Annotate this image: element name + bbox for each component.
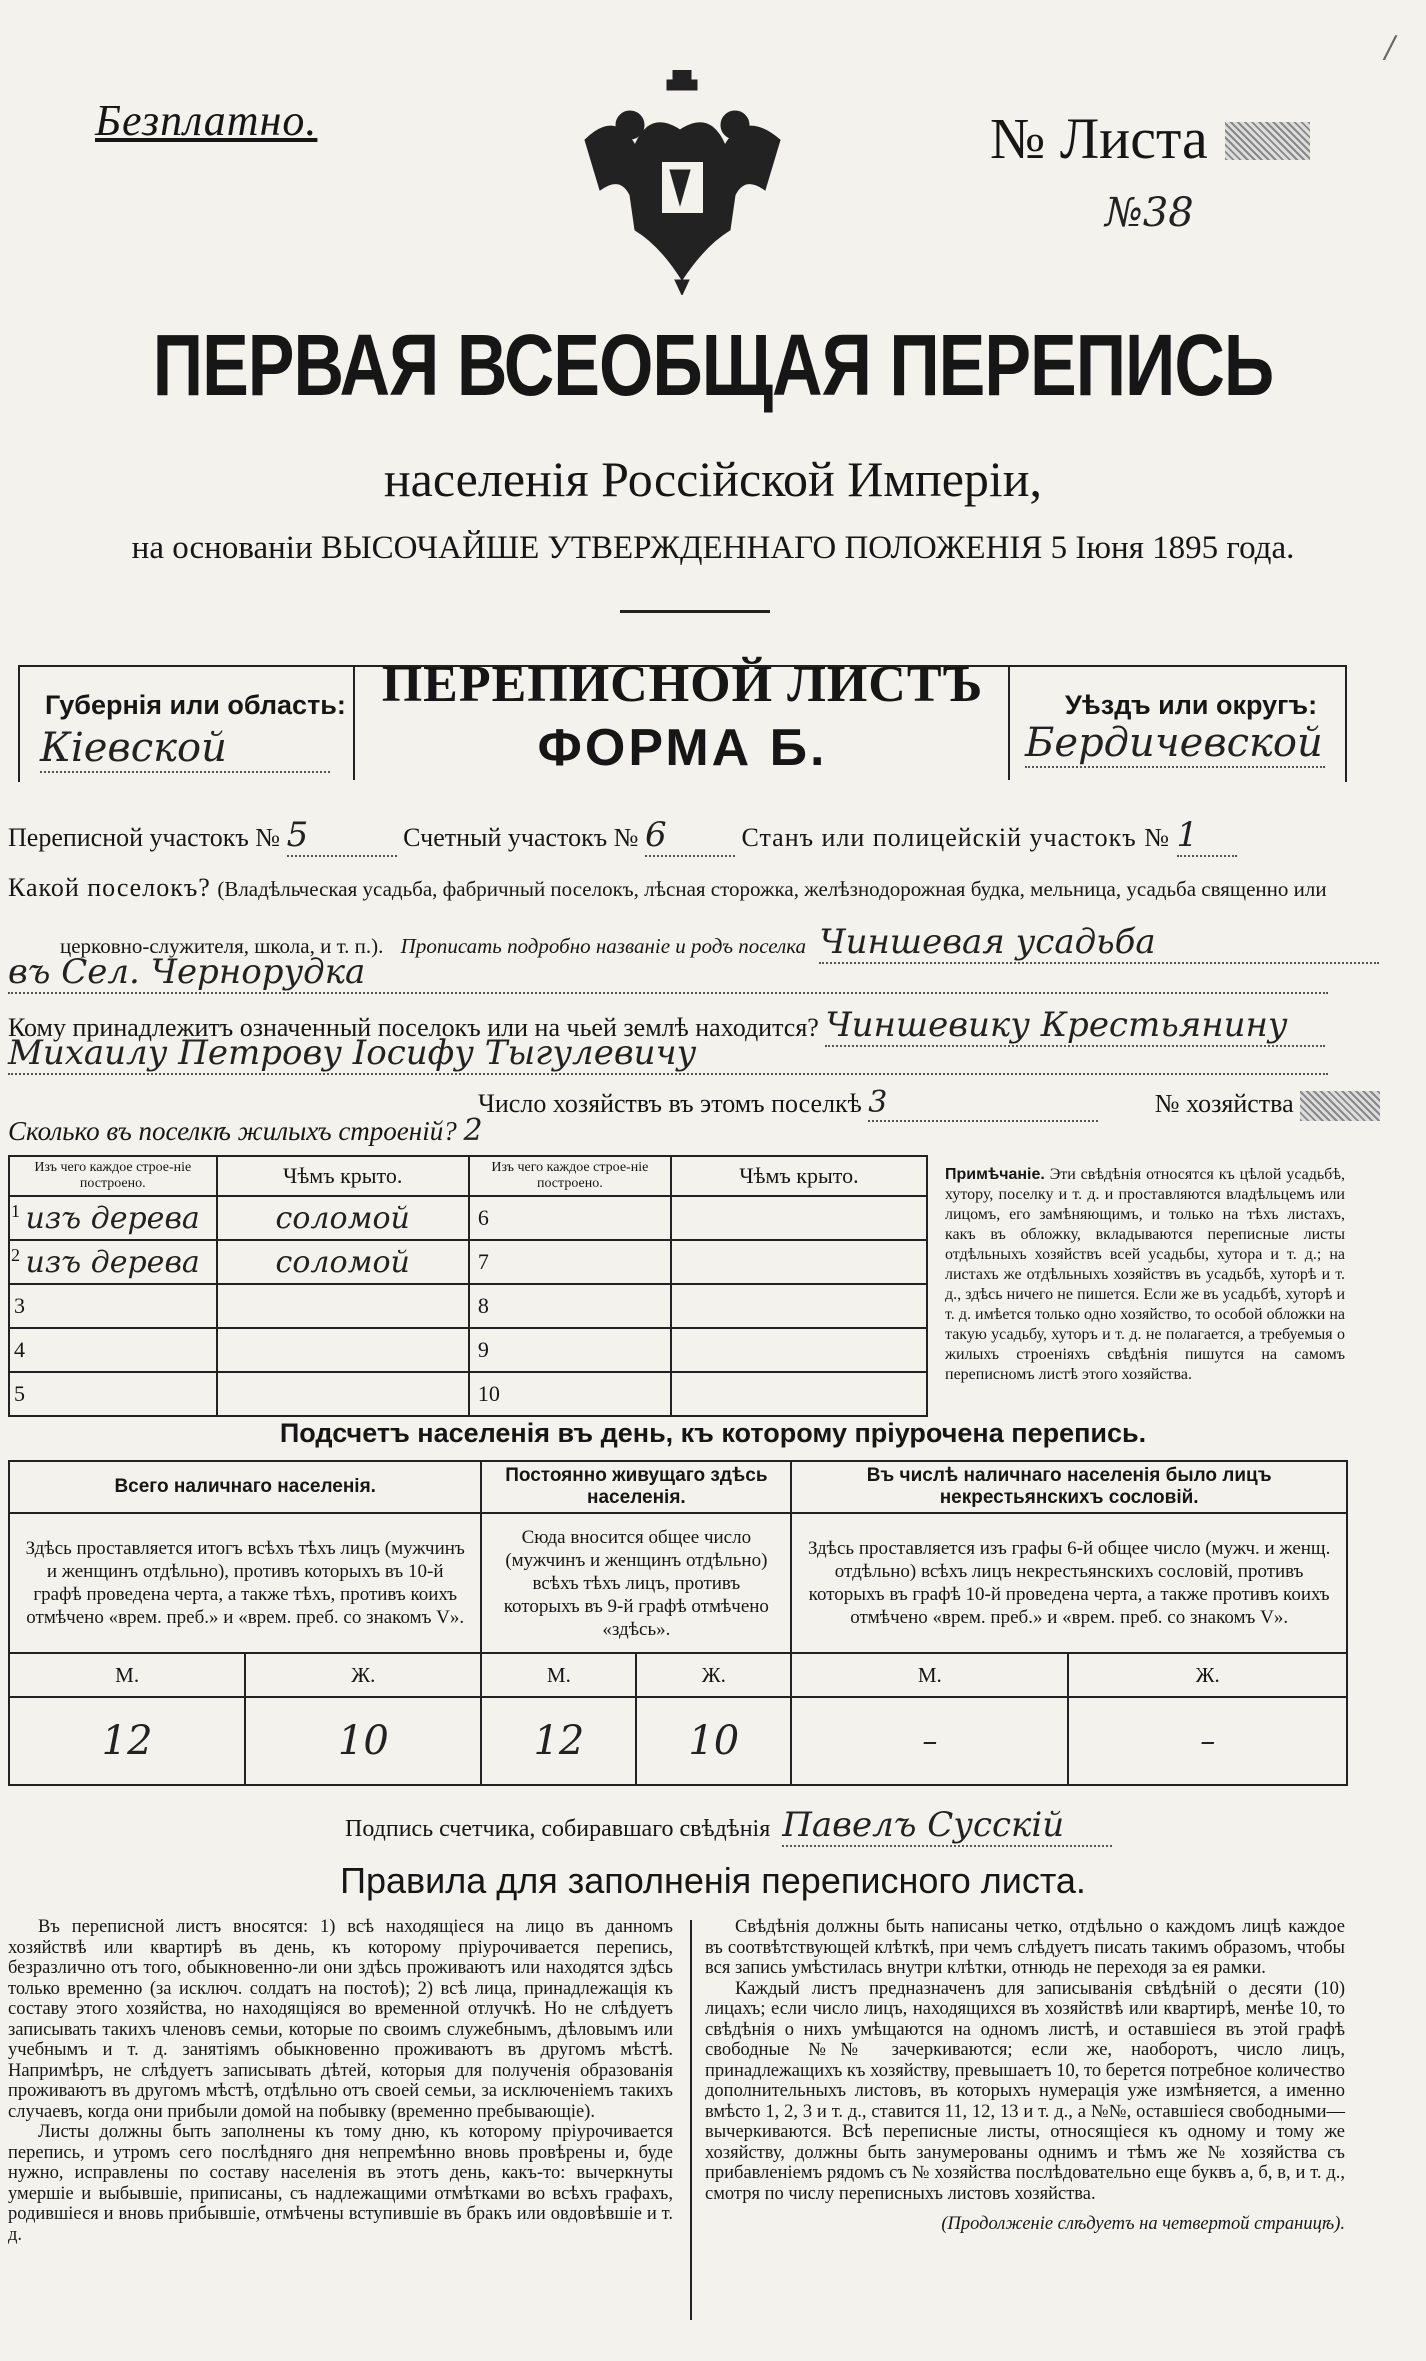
sheet-title: ПЕРЕПИСНОЙ ЛИСТЪ (381, 656, 984, 713)
table-cell (671, 1240, 927, 1284)
buildings-line (8, 1113, 483, 1148)
permanent-male-value: 12 (481, 1697, 636, 1785)
stan-value: 1 (1177, 815, 1237, 857)
rules-right-column (705, 1917, 1345, 2235)
col-built-left: Изъ чего каждое строе-ніе построено. (9, 1156, 217, 1196)
note-label: Примѣчаніе. (945, 1166, 1045, 1183)
stan-label: Станъ или полицейскій участокъ № (741, 823, 1171, 852)
district-label: Уѣздъ или округъ: (1065, 690, 1318, 720)
male-label: М. (481, 1653, 636, 1697)
note-text: Эти свѣдѣнія относятся къ цѣлой усадьбѣ, хутору, поселку и т. д. и проставляются владѣльцемъ или лицомъ, его замѣняющимъ, и только на тѣхъ листахъ, какъ въ обложку, вкладываются переписные листы отдѣльныхъ хозяйствъ всей усадьбы, хутора и т. д.; на листахъ же отдѣльныхъ хозяйствъ въ усадьбѣ, хуторѣ и т. д., здѣсь ничего не пишется. Если же въ усадьбѣ, хуторѣ и т. д. имѣется только одно хозяйство, то особой обложки на такую усадьбу, хуторъ и т. д. не полагается, а требуемыя о жилыхъ строеніяхъ свѣдѣнія пишутся на самомъ переписномъ листѣ этого хозяйства. (945, 1166, 1345, 1383)
census-basis: на основаніи ВЫСОЧАЙШЕ УТВЕРЖДЕННАГО ПОЛОЖЕНІЯ 5 Іюня 1895 года. (131, 530, 1295, 566)
rules-left-column (8, 1917, 673, 2245)
household-no-label: № хозяйства (1154, 1089, 1294, 1118)
built-material: изъ дерева (25, 1200, 200, 1236)
rules-continued: (Продолженіе слѣдуетъ на четвертой страницѣ). (941, 2214, 1345, 2234)
roof-material: соломой (217, 1240, 469, 1284)
rules-right-paragraph-1: Свѣдѣнія должны быть написаны четко, отдѣльно о каждомъ лицѣ каждое въ соотвѣтствующей клѣткѣ, при чемъ слѣдуетъ писать такимъ образомъ, чтобы вся запись умѣстилась внутри клѣтки, отнюдь не переходя за ея рамки. (705, 1917, 1345, 1978)
households-value: 3 (868, 1085, 1098, 1122)
table-cell (671, 1328, 927, 1372)
total-male-value: 12 (9, 1697, 245, 1785)
total-female-value: 10 (245, 1697, 481, 1785)
roof-material: соломой (217, 1196, 469, 1240)
census-title: ПЕРВАЯ ВСЕОБЩАЯ ПЕРЕПИСЬ (152, 316, 1274, 414)
table-row: 6 (469, 1196, 671, 1240)
coat-of-arms (575, 70, 790, 295)
table-row: $^2$ изъ дерева (9, 1240, 217, 1284)
signature-label: Подпись счетчика, собиравшаго свѣдѣнія (345, 1816, 771, 1842)
settlement-help-1: (Владѣльческая усадьба, фабричный поселокъ, лѣсная сторожка, желѣзнодорожная будка, мельница, усадьба священно или (217, 877, 1327, 901)
table-cell (217, 1328, 469, 1372)
sheet-number-handwritten: №38 (1105, 190, 1194, 236)
rules-left-paragraph-1: Въ переписной листъ вносятся: 1) всѣ находящіеся на лицо въ данномъ хозяйствѣ или квартирѣ въ день, къ которому пріурочивается перепись, безразлично отъ того, обыкновенно-ли они здѣсь проживаютъ или находятся здѣсь только временно (за исключ. солдатъ на постоѣ); 2) всѣ лица, принадлежащія къ составу этого хозяйства, но находящіяся во временной отлучкѣ. Но не слѣдуетъ записывать такихъ членовъ семьи, которые по своимъ служебнымъ, дѣловымъ или учебнымъ и т. д. занятіямъ обыкновенно проживаютъ въ другомъ мѣстѣ. Напримѣръ, не слѣдуетъ записывать дѣтей, которыя для полученія образованія проживаютъ въ другомъ мѣстѣ, отдѣльно отъ своей семьи, за исключеніемъ такихъ случаевъ, когда они прибыли домой на побывку (временно пребывающіе). (8, 1917, 673, 2122)
nonpeasant-male-value: – (791, 1697, 1068, 1785)
male-label: М. (9, 1653, 245, 1697)
table-row: 3 (9, 1284, 217, 1328)
tally-col3-text: Здѣсь проставляется изъ графы 6-й общее число (мужч. и женщ. отдѣльно) всѣхъ лицъ некрестьянскихъ сословій, противъ которыхъ въ графѣ 10-й проведена черта, а также противъ коихъ отмѣчено «врем. преб.» и «врем. преб. со знакомъ V». (791, 1513, 1347, 1653)
owner-value-1: Чиншевику Крестьянину (825, 1005, 1325, 1047)
settlement-line (8, 873, 1327, 903)
female-label: Ж. (245, 1653, 481, 1697)
table-cell (671, 1372, 927, 1416)
households-line (478, 1085, 1380, 1122)
table-cell (217, 1284, 469, 1328)
tally-col2-text: Сюда вносится общее число (мужчинъ и женщинъ отдѣльно) всѣхъ тѣхъ лицъ, противъ которыхъ въ 9-й графѣ отмѣчено «здѣсь». (481, 1513, 791, 1653)
province-value: Кіевской (40, 725, 330, 773)
signature-value: Павелъ Сусскій (782, 1805, 1112, 1847)
tally-col2-title: Постоянно живущаго здѣсь населенія. (481, 1461, 791, 1513)
table-row: 7 (469, 1240, 671, 1284)
settlement-value-1: Чиншевая усадьба (819, 922, 1379, 964)
rules-left-paragraph-2: Листы должны быть заполнены къ тому дню, къ которому пріурочивается перепись, и утромъ сего послѣдняго дня непремѣнно вновь провѣрены и, буде нужно, исправлены по составу населенія въ этотъ день, какъ-то: вычеркнуты умершіе и выбывшіе, приписаны, съ надлежащими отмѣтками во всѣхъ графахъ, родившіеся и вновь прибывшіе, отмѣчены вступившіе въ бракъ или овдовѣвшіе и т. д. (8, 2122, 673, 2245)
female-label: Ж. (636, 1653, 791, 1697)
census-subtitle: населенія Россійской Имперіи, (383, 451, 1043, 507)
table-row: $^1$ изъ дерева (9, 1196, 217, 1240)
corner-mark: / (1385, 30, 1396, 65)
precinct-line (8, 815, 1237, 857)
rules-column-divider (690, 1920, 692, 2320)
nonpeasant-female-value: – (1068, 1697, 1347, 1785)
buildings-table (8, 1155, 928, 1417)
households-label: Число хозяйствъ въ этомъ поселкѣ (478, 1089, 862, 1118)
settlement-value-2: въ Сел. Чернорудка (8, 952, 1328, 994)
tally-col3-title: Въ числѣ наличнаго населенія было лицъ некрестьянскихъ сословій. (791, 1461, 1347, 1513)
sheet-number-box (1225, 122, 1310, 160)
household-no-box (1300, 1091, 1380, 1121)
rules-title: Правила для заполненія переписного листа. (340, 1860, 1086, 1901)
col-roof-left: Чѣмъ крыто. (217, 1156, 469, 1196)
counting-precinct-label: Счетный участокъ № (403, 823, 639, 852)
settlement-label: Какой поселокъ? (8, 873, 211, 902)
tally-col1-text: Здѣсь проставляется итогъ всѣхъ тѣхъ лицъ (мужчинъ и женщинъ отдѣльно), противъ которыхъ въ 10-й графѣ проведена черта, а также тѣхъ, противъ коихъ отмѣчено «врем. преб.» и «врем. преб. со знакомъ V». (9, 1513, 481, 1653)
table-cell (671, 1284, 927, 1328)
settlement-instruction: Прописать подробно названіе и родъ поселка (400, 934, 807, 958)
buildings-label: Сколько въ поселкѣ жилыхъ строеній? (8, 1116, 457, 1146)
double-headed-eagle-icon (575, 70, 790, 295)
counting-precinct-value: 6 (645, 815, 735, 857)
province-label: Губернія или область: (45, 690, 346, 720)
table-row: 10 (469, 1372, 671, 1416)
col-roof-right: Чѣмъ крыто. (671, 1156, 927, 1196)
tally-col1-title: Всего наличнаго населенія. (9, 1461, 481, 1513)
signature-line (345, 1805, 1112, 1847)
male-label: М. (791, 1653, 1068, 1697)
tally-heading: Подсчетъ населенія въ день, къ которому пріурочена перепись. (279, 1418, 1147, 1448)
table-row: 9 (469, 1328, 671, 1372)
district-value: Бердичевской (1025, 720, 1325, 768)
census-precinct-value: 5 (287, 815, 397, 857)
table-cell (671, 1196, 927, 1240)
owner-label: Кому принадлежитъ означенный поселокъ или на чьей землѣ находится? (8, 1013, 819, 1042)
divider (620, 610, 770, 613)
note (945, 1165, 1345, 1385)
table-row: 4 (9, 1328, 217, 1372)
rules-right-paragraph-2: Каждый листъ предназначенъ для записыванія свѣдѣній о десяти (10) лицахъ; если число лицъ, находящихся въ хозяйствѣ или квартирѣ, менѣе 10, то свѣдѣнія о нихъ умѣщаются на одномъ листѣ, и оставшіеся въ этой графѣ свободные №№ зачеркиваются; если же, наоборотъ, число лицъ, принадлежащихъ къ хозяйству, превышаетъ 10, то берется потребное количество дополнительныхъ листовъ, въ которыхъ нумерація уже измѣняется, а именно вмѣсто 1, 2, 3 и т. д., ставится 11, 12, 13 и т. д., а №№, оставшіеся свободными—вычеркиваются. Всѣ переписные листы, относящіеся къ одному и тому же хозяйству, должны быть занумерованы однимъ и тѣмъ же № хозяйства съ прибавленіемъ рядомъ съ № хозяйства послѣдовательно еще буквъ а, б, в, и т. д., смотря по числу переписныхъ листовъ хозяйства. (705, 1978, 1345, 2204)
free-label: Безплатно. (95, 96, 318, 145)
female-label: Ж. (1068, 1653, 1347, 1697)
sheet-label: № Листа (990, 106, 1208, 171)
table-row: 5 (9, 1372, 217, 1416)
table-cell (217, 1372, 469, 1416)
census-precinct-label: Переписной участокъ № (8, 823, 281, 852)
buildings-value: 2 (463, 1113, 483, 1148)
form-title: ФОРМА Б. (537, 719, 828, 777)
table-row: 8 (469, 1284, 671, 1328)
permanent-female-value: 10 (636, 1697, 791, 1785)
built-material: изъ дерева (25, 1244, 200, 1280)
settlement-help-2: церковно-служителя, школа, и т. п.). (60, 934, 384, 958)
owner-value-2: Михаилу Петрову Іосифу Тыгулевичу (8, 1033, 1328, 1075)
col-built-right: Изъ чего каждое строе-ніе построено. (469, 1156, 671, 1196)
tally-table (8, 1460, 1348, 1786)
